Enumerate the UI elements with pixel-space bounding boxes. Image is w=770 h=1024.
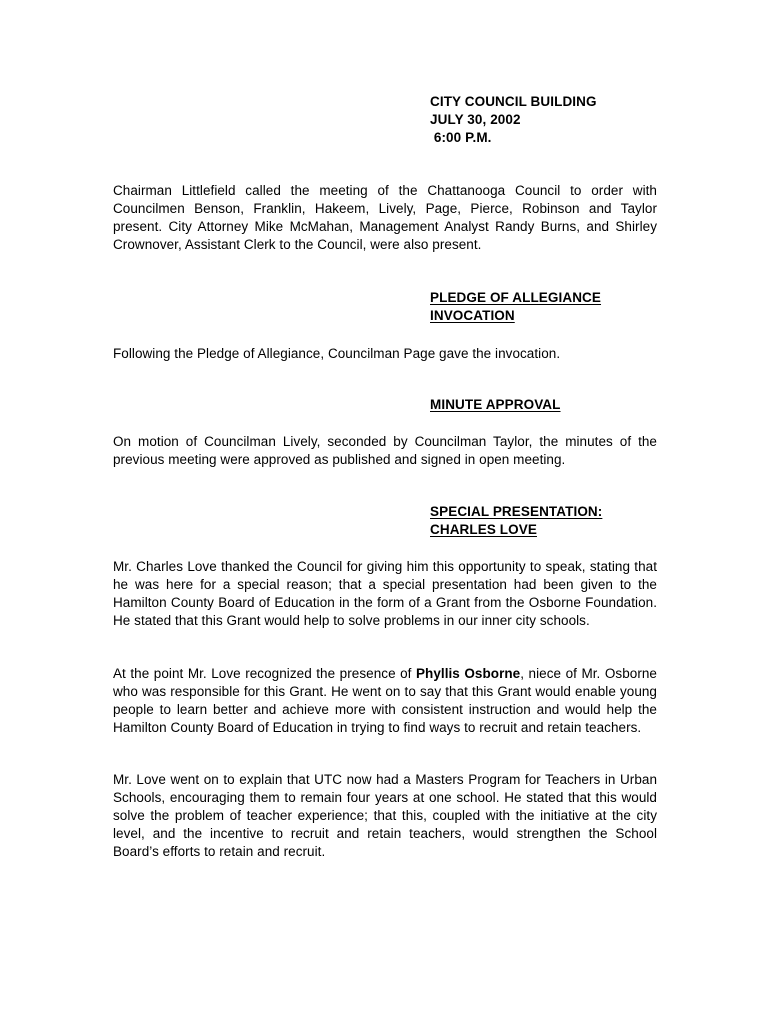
presentation-heading: [430, 503, 602, 539]
presentation-paragraph-1: Mr. Charles Love thanked the Council for giving him this opportunity to speak, stating that he was here for a special reason; that a special presentation had been given to the Hamilton County Board of Education in the form of a Grant from the Osborne Foundation. He stated that this Grant would help to solve problems in our inner city schools.: [113, 559, 657, 628]
highlighted-name: Phyllis Osborne: [416, 666, 521, 681]
meeting-header: [430, 93, 597, 147]
presentation-heading-line2: CHARLES LOVE: [430, 522, 537, 537]
time-line: 6:00 P.M.: [430, 130, 492, 145]
pledge-heading-line1: PLEDGE OF ALLEGIANCE: [430, 290, 602, 305]
date-line: JULY 30, 2002: [430, 112, 521, 127]
pledge-heading: [430, 289, 601, 325]
paragraph-2-text-after: , niece of Mr. Osborne who was responsible for this Grant. He went on to say that this Grant would enable young people to learn better and achieve more with consistent instruction and would help the Hamilton County Board of Education in trying to find ways to recruit and retain teachers.: [113, 666, 657, 735]
presentation-paragraph-2: [113, 665, 657, 737]
presentation-heading-line1: SPECIAL PRESENTATION:: [430, 504, 603, 519]
minutes-heading: [430, 396, 561, 414]
pledge-paragraph: Following the Pledge of Allegiance, Councilman Page gave the invocation.: [113, 346, 561, 361]
presentation-paragraph-3: Mr. Love went on to explain that UTC now had a Masters Program for Teachers in Urban Schools, encouraging them to remain four years at one school. He stated that this would solve the problem of teacher experience; that this, coupled with the initiative at the city level, and the incentive to recruit and retain teachers, would strengthen the School Board’s efforts to retain and recruit.: [113, 772, 657, 859]
minutes-paragraph: On motion of Councilman Lively, seconded by Councilman Taylor, the minutes of the previous meeting were approved as published and signed in open meeting.: [113, 434, 657, 467]
paragraph-2-text-before: At the point Mr. Love recognized the presence of: [113, 666, 416, 681]
opening-paragraph: Chairman Littlefield called the meeting of the Chattanooga Council to order with Councilmen Benson, Franklin, Hakeem, Lively, Page, Pierce, Robinson and Taylor present. City Attorney Mike McMahan, Management Analyst Randy Burns, and Shirley Crownover, Assistant Clerk to the Council, were also present.: [113, 183, 657, 252]
location-line: CITY COUNCIL BUILDING: [430, 94, 597, 109]
minutes-heading-line: MINUTE APPROVAL: [430, 397, 561, 412]
pledge-heading-line2: INVOCATION: [430, 308, 515, 323]
